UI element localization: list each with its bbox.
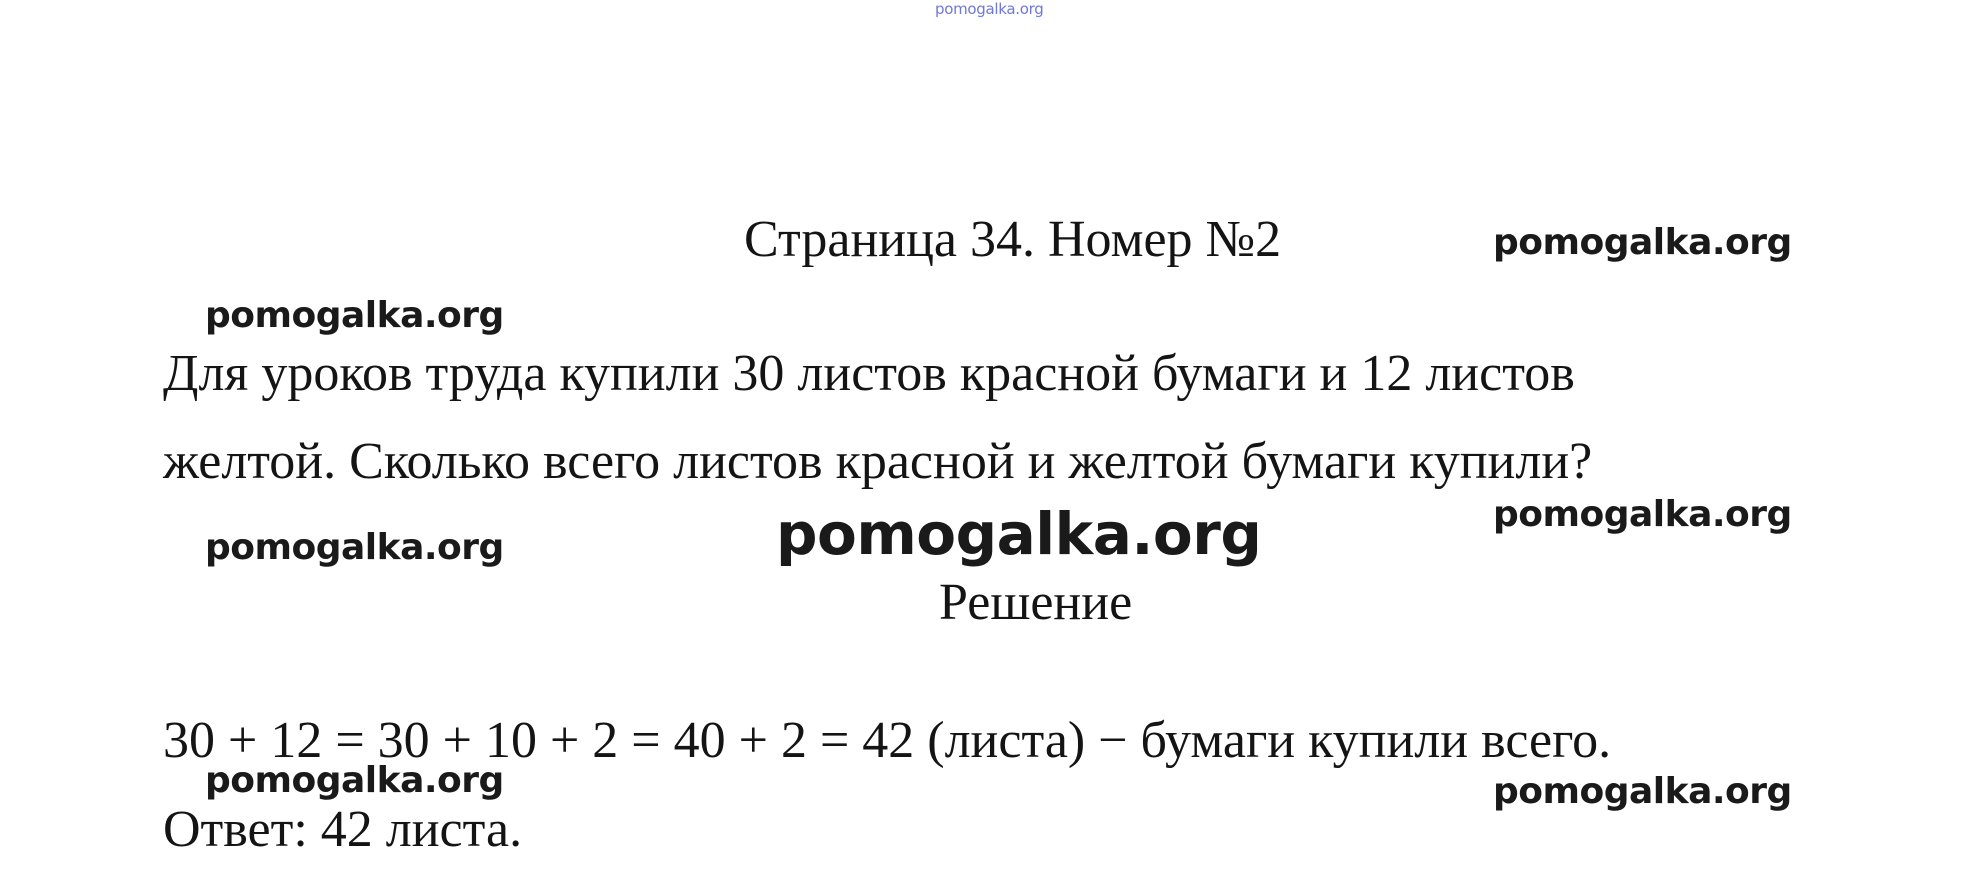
watermark: pomogalka.org — [205, 527, 504, 568]
solution-equation: 30 + 12 = 30 + 10 + 2 = 40 + 2 = 42 (листа) − бумаги купили всего. — [163, 712, 1612, 769]
problem-line-1: Для уроков труда купили 30 листов красной бумаги и 12 листов — [163, 345, 1575, 402]
watermark: pomogalka.org — [1493, 494, 1792, 535]
problem-line-2: желтой. Сколько всего листов красной и желтой бумаги купили? — [163, 433, 1593, 490]
page-title: Страница 34. Номер №2 — [744, 211, 1282, 268]
answer: Ответ: 42 листа. — [163, 801, 523, 858]
top-watermark: pomogalka.org — [935, 0, 1044, 18]
watermark: pomogalka.org — [1493, 771, 1792, 812]
watermark-large: pomogalka.org — [776, 500, 1262, 568]
watermark: pomogalka.org — [205, 760, 504, 801]
solution-heading: Решение — [939, 574, 1133, 631]
watermark: pomogalka.org — [205, 295, 504, 336]
watermark: pomogalka.org — [1493, 222, 1792, 263]
